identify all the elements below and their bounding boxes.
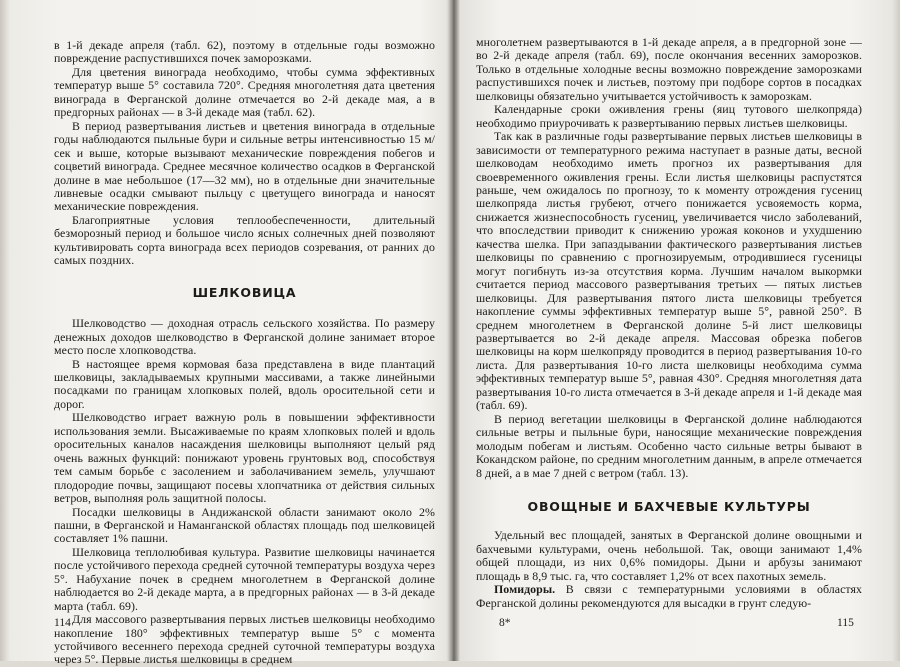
paragraph: в 1-й декаде апреля (табл. 62), поэтому в отдельные годы возможно повреждение распустившихся почек заморозками. <box>54 38 435 66</box>
paragraph: В настоящее время кормовая база представлена в виде плантаций шелковицы, закладываемых крупными массивами, а также линейными посадками по границам хлопковых полей, вдоль оросительной сети и дорог. <box>54 356 435 411</box>
paragraph: Для цветения винограда необходимо, чтобы сумма эффективных температур выше 5° составила 720°. Средняя многолетняя дата цветения винограда в Ферганской долине отмечается во 2-й декаде мая, а в предгорных районах — в 3-й декаде мая (табл. 62). <box>54 64 435 120</box>
paragraph <box>476 583 862 610</box>
page-number: 114 <box>54 617 71 629</box>
signature-mark: 8* <box>499 617 511 629</box>
right-page-text <box>476 36 862 610</box>
paragraph: В период развертывания листьев и цветения винограда в отдельные годы наблюдаются пыльные бури и сильные ветры интенсивностью 15 м/сек и выше, которые вызывают механические повреждения побегов и соцветий винограда. Среднее месячное количество осадков в Ферганской долине в мае небольшое (17—32 мм), но в отдельные дни значительные ливневые осадки смывают пыльцу с цветущего винограда и наносят механические повреждения. <box>54 118 435 214</box>
section-heading: ОВОЩНЫЕ И БАХЧЕВЫЕ КУЛЬТУРЫ <box>527 498 811 514</box>
paragraph: Удельный вес площадей, занятых в Ферганской долине овощными и бахчевыми культурами, очень небольшой. Так, овощи занимают 1,4% общей площади, из них 0,6% помидоры. Дыни и арбузы занимают площадь в 8,9 тыс. га, что составляет 1,2% от всех пахотных земель. <box>476 528 862 583</box>
paragraph: Календарные сроки оживления грены (яиц тутового шелкопряда) необходимо приурочивать к развертыванию первых листьев шелковицы. <box>476 102 862 130</box>
paragraph: Так как в различные годы развертывание первых листьев шелковицы в зависимости от температурного режима наступает в разные даты, весной шелководам необходимо иметь прогноз их развертывания для своевременного оживления грены. Если листья шелковицы распустятся раньше, чем ожидалось по прогнозу, то к моменту отрождения гусениц шелкопряда листья грубеют, отчего понижается усвояемость корма, снижается жизнеспособность гусениц, увеличивается число заболеваний, что впоследствии приводит к снижению урожая коконов и ухудшению качества шелка. При запаздывании фактического развертывания листьев шелковицы по сравнению с прогнозируемым, отродившиеся гусеницы могут погибнуть из-за отсутствия корма. Лучшим началом выкормки считается период массового развертывания третьих — пятых листьев шелковицы. Для развертывания пятого листа шелковицы требуется накопление суммы эффективных температур выше 5°, равной 250°. В среднем многолетнем в Ферганской долине 5-й лист шелковицы развертывается во 2-й декаде апреля. Массовая обрезка побегов шелковицы на корм шелкопряду проводится в период развертывания 10-го листа. Для развертывания 10-го листа шелковицы необходима сумма эффективных температур выше 5°, равная 430°. Средняя многолетняя дата развертывания 10-го листа отмечается в 3-й декаде апреля и 1-й декаде мая (табл. 69). <box>476 129 862 413</box>
paragraph: Шелковица теплолюбивая культура. Развитие шелковицы начинается после устойчивого перехода средней суточной температуры воздуха через 5°. Набухание почек в среднем многолетнем в Ферганской долине наблюдается во 2-й декаде марта, а в предгорных районах — в 3-й декаде марта (табл. 69). <box>54 544 435 613</box>
paragraph: Для массового развертывания первых листьев шелковицы необходимо накопление 180° эффективных температур выше 5° с момента устойчивого весеннего перехода средней суточной температуры воздуха через 5°. Первые листья шелковицы в среднем <box>54 612 435 667</box>
paragraph: Шелководство играет важную роль в повышении эффективности использования земли. Высаживаемые по краям хлопковых полей и вдоль оросительных каналов насаждения шелковицы выполняют целый ряд очень важных функций: понижают уровень грунтовых вод, способствуя тем самым борьбе с засолением и заболачиванием земель, улучшают плодородие почвы, защищают посевы хлопчатника от действия сильных ветров, выполняя роль защитной полосы. <box>54 410 435 506</box>
page-number: 115 <box>837 617 854 629</box>
left-page-text <box>54 39 435 667</box>
paragraph: В период вегетации шелковицы в Ферганской долине наблюдаются сильные ветры и пыльные бури, наносящие механические повреждения молодым побегам и листьям. Особенно часто сильные ветры бывают в Кокандском районе, по средним многолетним данным, в апреле отмечается 8 дней, а в мае 7 дней с ветром (табл. 13). <box>476 411 862 480</box>
paragraph: Благоприятные условия теплообеспеченности, длительный безморозный период и большое число ясных солнечных дней позволяют культивировать сорта винограда всех периодов созревания, от ранних до самых поздних. <box>54 212 435 268</box>
paragraph: многолетнем развертываются в 1-й декаде апреля, а в предгорной зоне — во 2-й декаде апреля (табл. 69), после окончания весенних заморозков. Только в отдельные холодные весны возможно повреждение заморозками распустившихся почек и листьев, поэтому при подборе сортов в посадках шелковицы обязательно учитывается устойчивость к заморозкам. <box>476 35 862 103</box>
paragraph: Посадки шелковицы в Андижанской области занимают около 2% пашни, в Ферганской и Наманганской областях площадь под шелковицей составляет 1% пашни. <box>54 504 435 546</box>
paragraph-text: В связи с температурными условиями в областях Ферганской долины рекомендуются для высадки в грунт следую- <box>476 582 862 610</box>
run-in-heading: Помидоры. <box>494 582 556 597</box>
paragraph: Шелководство — доходная отрасль сельского хозяйства. По размеру денежных доходов шелководство в Ферганской долине занимает второе место после хлопководства. <box>54 316 435 358</box>
right-page <box>455 0 900 661</box>
section-heading: ШЕЛКОВИЦА <box>192 284 297 300</box>
